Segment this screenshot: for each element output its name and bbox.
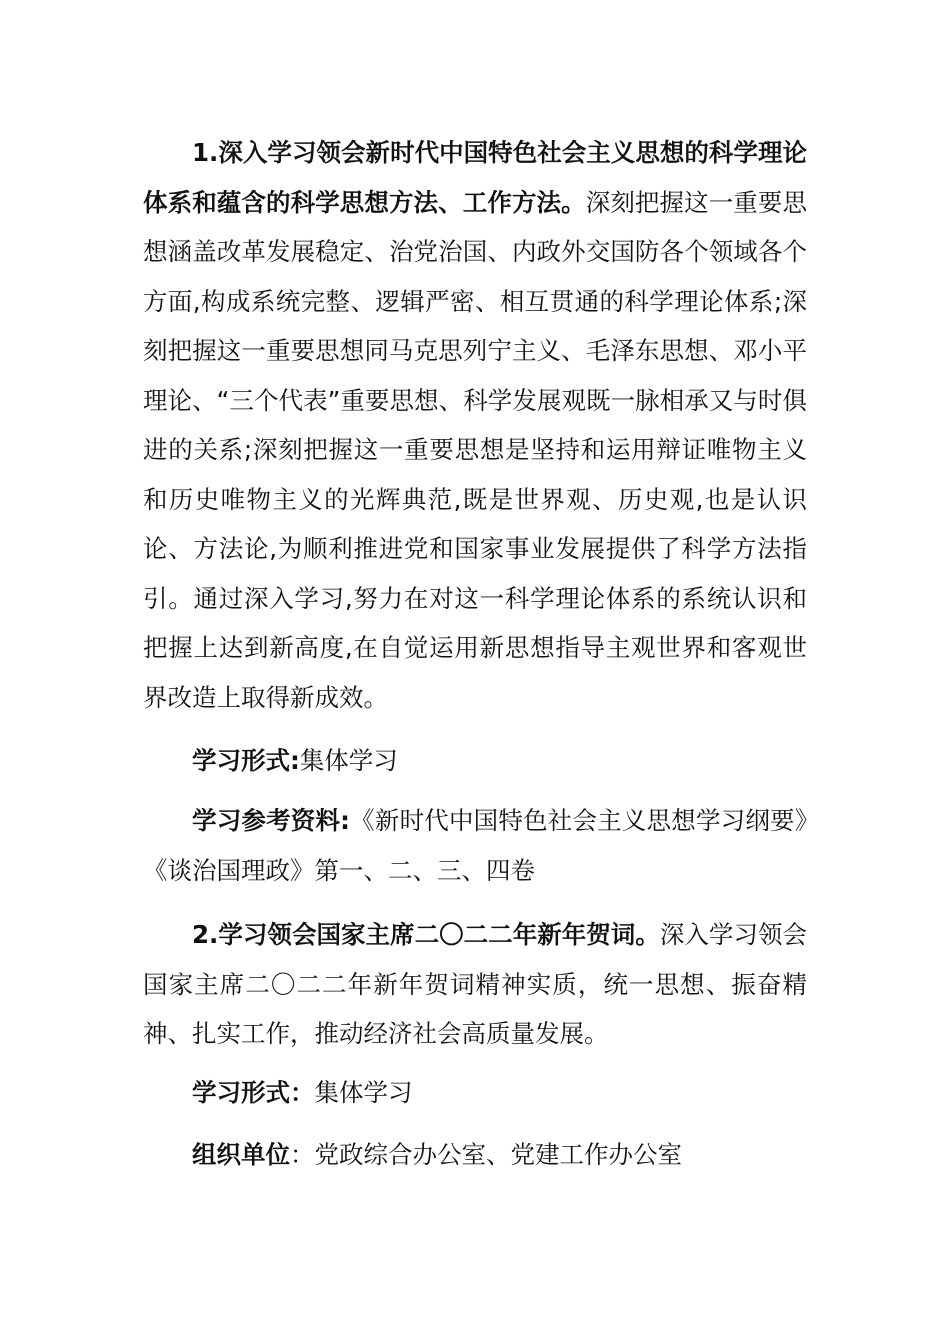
section-2-heading: 2.学习领会国家主席二〇二二年新年贺词。 bbox=[192, 920, 660, 949]
section-1-body: 深刻把握这一重要思想涵盖改革发展稳定、治党治国、内政外交国防各个领域各个方面,构成系统完整、逻辑严密、相互贯通的科学理论体系;深刻把握这一重要思想同马克思列宁主义、毛泽东思想、邓小平理论、“三个代表”重要思想、科学发展观既一脉相承又与时俱进的关系;深刻把握这一重要思想是坚持和运用辩证唯物主义和历史唯物主义的光辉典范,既是世界观、历史观,也是认识论、方法论,为顺利推进党和国家事业发展提供了科学方法指引。通过深入学习,努力在对这一科学理论体系的系统认识和把握上达到新高度,在自觉运用新思想指导主观世界和客观世界改造上取得新成效。 bbox=[143, 187, 808, 712]
section-1-reference-label: 学习参考资料: bbox=[192, 806, 350, 835]
section-2-form-value: 集体学习 bbox=[314, 1078, 413, 1107]
section-1-heading: 1.深入学习领会新时代中国特色社会主义思想的科学理论体系和蕴含的科学思想方法、工作方法。 bbox=[143, 138, 807, 217]
section-1-form-value: 集体学习 bbox=[299, 746, 398, 775]
section-1-reference bbox=[143, 796, 807, 895]
section-2-paragraph bbox=[143, 910, 807, 1059]
section-2-organizer-value: ：党政综合办公室、党建工作办公室 bbox=[290, 1140, 682, 1169]
section-2-organizer-label: 组织单位 bbox=[192, 1140, 290, 1169]
section-1-form-label: 学习形式: bbox=[192, 746, 300, 775]
section-2-organizer bbox=[143, 1130, 807, 1180]
section-2-form bbox=[143, 1068, 807, 1118]
section-1-reference-value: 《新时代中国特色社会主义思想学习纲要》《谈治国理政》第一、二、三、四卷 bbox=[143, 806, 807, 885]
section-1-paragraph bbox=[143, 128, 807, 722]
section-2-body: 深入学习领会国家主席二〇二二年新年贺词精神实质，统一思想、振奋精神、扎实工作，推动经济社会高质量发展。 bbox=[143, 920, 807, 1048]
section-2-form-label: 学习形式： bbox=[192, 1078, 315, 1107]
section-1-form bbox=[143, 736, 807, 786]
